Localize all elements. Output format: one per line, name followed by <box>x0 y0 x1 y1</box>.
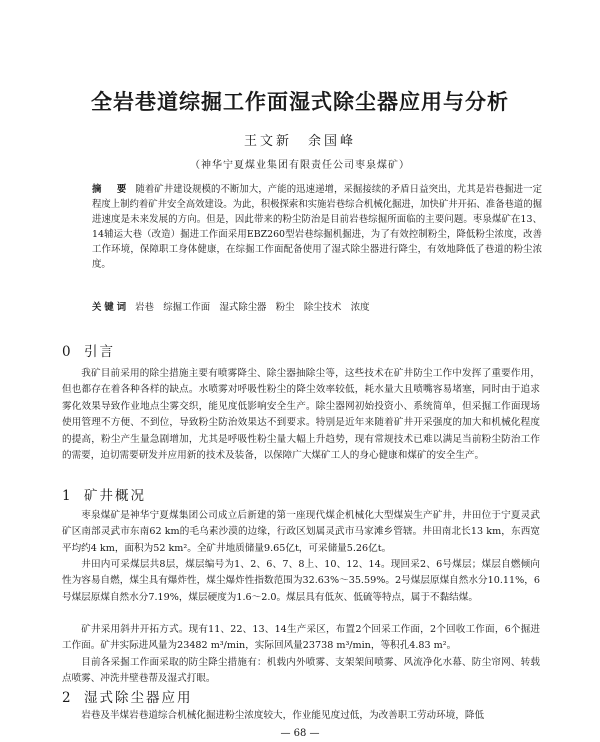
section-number: 2 <box>62 690 73 706</box>
section-title: 引言 <box>84 344 115 360</box>
section-heading-mine-overview <box>62 484 146 504</box>
paragraph: 我矿目前采用的除尘措施主要有喷雾降尘、除尘器抽除尘等，这些技术在矿井防尘工作中发挥了重要作用，但也都存在着各种各样的缺点。水喷雾对呼吸性粉尘的降尘效率较低，耗水量大且喷嘴容易堵塞，同时由于追求雾化效果导致作业地点尘雾交织，能见度低影响安全生产。除尘器网初始投资小、系统简单，但采掘工作面现场使用管理不方便、不到位，导致粉尘防治效果达不到要求。特别是近年来随着矿井开采强度的加大和机械化程度的提高，粉尘产生量急剧增加，尤其是呼吸性粉尘量大幅上升趋势，现有常规技术已难以满足当前粉尘防治工作的需要，迫切需要研发并应用新的技术及装备，以保障广大煤矿工人的身心健康和煤矿的安全生产。 <box>62 368 540 462</box>
paper-affiliation: （神华宁夏煤业集团有限责任公司枣泉煤矿） <box>190 160 410 171</box>
paper-title: 全岩巷道综掘工作面湿式除尘器应用与分析 <box>91 90 509 114</box>
paragraph: 井田内可采煤层共8层，煤层编号为1、2、6、7、8上、10、12、14。现回采2、6号煤层；煤层自燃倾向性为容易自燃，煤尘具有爆炸性，煤尘爆炸性指数范围为32.63%～35.59%。2号煤层原煤自然水分10.11%，6号煤层原煤自然水分7.19%，煤层硬度为1.6～2.0。煤层具有低灰、低硫等特点，属于不黏结煤。 <box>62 559 540 603</box>
paragraph: 目前各采掘工作面采取的防尘降尘措施有：机载内外喷雾、支架架间喷雾、风流净化水幕、防尘帘网、转载点喷雾、冲洗井壁巷帮及湿式打眼。 <box>62 657 540 685</box>
section-number: 0 <box>62 344 73 360</box>
keywords <box>92 300 542 315</box>
abstract-label: 摘 要 <box>92 184 130 195</box>
keywords-label: 关键词 <box>92 302 130 313</box>
section-heading-intro <box>62 340 115 360</box>
section-number: 1 <box>62 488 73 504</box>
abstract <box>92 182 542 272</box>
section-heading-wet-dust-collector <box>62 686 193 706</box>
paragraph: 枣泉煤矿是神华宁夏煤集团公司成立后新建的第一座现代煤企机械化大型煤炭生产矿井，井田位于宁夏灵武矿区南部灵武市东南62 km的毛乌素沙漠的边缘，行政区划属灵武市马家滩乡管辖。井田南北长13 km，东西宽平均约4 km，面积为52 km²。全矿井地质储量9.65亿t，可采储量5.26亿t。 <box>62 510 540 554</box>
page-number: — 68 — <box>280 728 320 739</box>
paper-authors: 王文新 余国峰 <box>243 134 356 149</box>
keywords-text: 岩巷 综掘工作面 湿式除尘器 粉尘 除尘技术 浓度 <box>135 302 370 313</box>
paragraph: 矿井采用斜井开拓方式。现有11、22、13、14生产采区，布置2个回采工作面，2个回收工作面，6个掘进工作面。矿井实际进风量为23482 m³/min，实际回风量23738 m³/min，等积孔4.83 m²。 <box>62 624 540 652</box>
paragraph: 岩巷及半煤岩巷道综合机械化掘进粉尘浓度较大，作业能见度过低，为改善职工劳动环境，降低 <box>81 710 485 721</box>
section-title: 湿式除尘器应用 <box>84 690 193 706</box>
section-title: 矿井概况 <box>84 488 146 504</box>
abstract-text: 随着矿井建设规模的不断加大，产能的迅速递增，采掘接续的矛盾日益突出，尤其是岩巷掘进一定程度上制约着矿井安全高效建设。为此，积极探索和实施岩巷综合机械化掘进，加快矿井开拓、准备巷道的掘进速度是未来发展的方向。但是，因此带来的粉尘防治是目前岩巷综掘所面临的主要问题。枣泉煤矿在13、14辅运大巷（改造）掘进工作面采用EBZ260型岩巷综掘机掘进，为了有效控制粉尘，降低粉尘浓度，改善工作环境，保障职工身体健康，在综掘工作面配备使用了湿式除尘器进行降尘，有效地降低了巷道的粉尘浓度。 <box>92 184 543 270</box>
